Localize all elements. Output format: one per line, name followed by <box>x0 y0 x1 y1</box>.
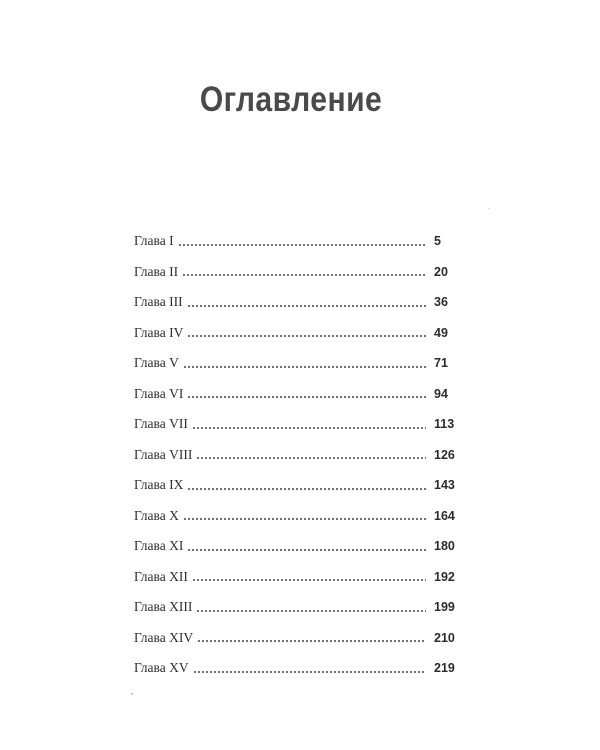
toc-entry[interactable] <box>134 379 466 410</box>
toc-entry-label: Глава II <box>134 263 179 279</box>
toc-entry-page: 94 <box>434 386 448 401</box>
toc-entry-page: 199 <box>434 600 455 615</box>
toc-entry[interactable] <box>134 653 466 684</box>
dot-leader <box>187 395 426 399</box>
dot-leader <box>183 517 426 521</box>
toc-entry-label: Глава VIII <box>134 446 193 462</box>
toc-entry[interactable] <box>134 257 466 288</box>
toc-entry-page: 219 <box>434 661 455 676</box>
toc-entry-page: 180 <box>434 539 455 554</box>
toc-entry[interactable] <box>134 440 466 471</box>
table-of-contents <box>134 226 466 684</box>
toc-entry-page: 164 <box>434 508 455 523</box>
paper-speck <box>488 208 489 209</box>
toc-entry-page: 192 <box>434 569 455 584</box>
dot-leader <box>178 243 426 247</box>
toc-entry-label: Глава V <box>134 355 179 371</box>
page-title: Оглавление <box>199 80 383 119</box>
toc-entry[interactable] <box>134 592 466 623</box>
toc-entry-label: Глава X <box>134 507 179 523</box>
toc-entry-page: 210 <box>434 630 455 645</box>
dot-leader <box>197 639 426 643</box>
toc-entry-label: Глава I <box>134 233 174 249</box>
toc-entry-page: 113 <box>434 417 455 432</box>
toc-entry-page: 49 <box>434 325 448 340</box>
dot-leader <box>187 487 426 491</box>
dot-leader <box>182 273 426 277</box>
toc-entry-label: Глава XIV <box>134 629 194 645</box>
toc-entry[interactable] <box>134 623 466 654</box>
toc-entry[interactable] <box>134 562 466 593</box>
toc-entry-label: Глава VI <box>134 385 184 401</box>
toc-entry-page: 5 <box>434 234 441 249</box>
toc-entry-page: 20 <box>434 264 448 279</box>
toc-entry-label: Глава VII <box>134 416 188 432</box>
dot-leader <box>183 365 426 369</box>
dot-leader <box>187 334 426 338</box>
toc-entry[interactable] <box>134 409 466 440</box>
dot-leader <box>193 670 426 674</box>
toc-entry[interactable] <box>134 318 466 349</box>
dot-leader <box>187 304 426 308</box>
toc-entry[interactable] <box>134 226 466 257</box>
toc-entry-label: Глава XII <box>134 568 188 584</box>
toc-entry-label: Глава XIII <box>134 599 193 615</box>
toc-entry[interactable] <box>134 470 466 501</box>
toc-entry-label: Глава IV <box>134 324 184 340</box>
toc-entry[interactable] <box>134 348 466 379</box>
toc-entry-label: Глава III <box>134 294 183 310</box>
dot-leader <box>196 609 426 613</box>
toc-entry-label: Глава XI <box>134 538 184 554</box>
toc-entry-page: 71 <box>434 356 448 371</box>
toc-entry[interactable] <box>134 287 466 318</box>
toc-entry-page: 126 <box>434 447 455 462</box>
toc-entry-label: Глава IX <box>134 477 184 493</box>
toc-entry-label: Глава XV <box>134 660 189 676</box>
paper-speck <box>131 693 133 695</box>
toc-entry[interactable] <box>134 501 466 532</box>
toc-entry-page: 36 <box>434 295 448 310</box>
toc-entry-page: 143 <box>434 478 455 493</box>
dot-leader <box>192 578 426 582</box>
dot-leader <box>187 548 426 552</box>
dot-leader <box>192 426 426 430</box>
dot-leader <box>196 456 426 460</box>
toc-entry[interactable] <box>134 531 466 562</box>
